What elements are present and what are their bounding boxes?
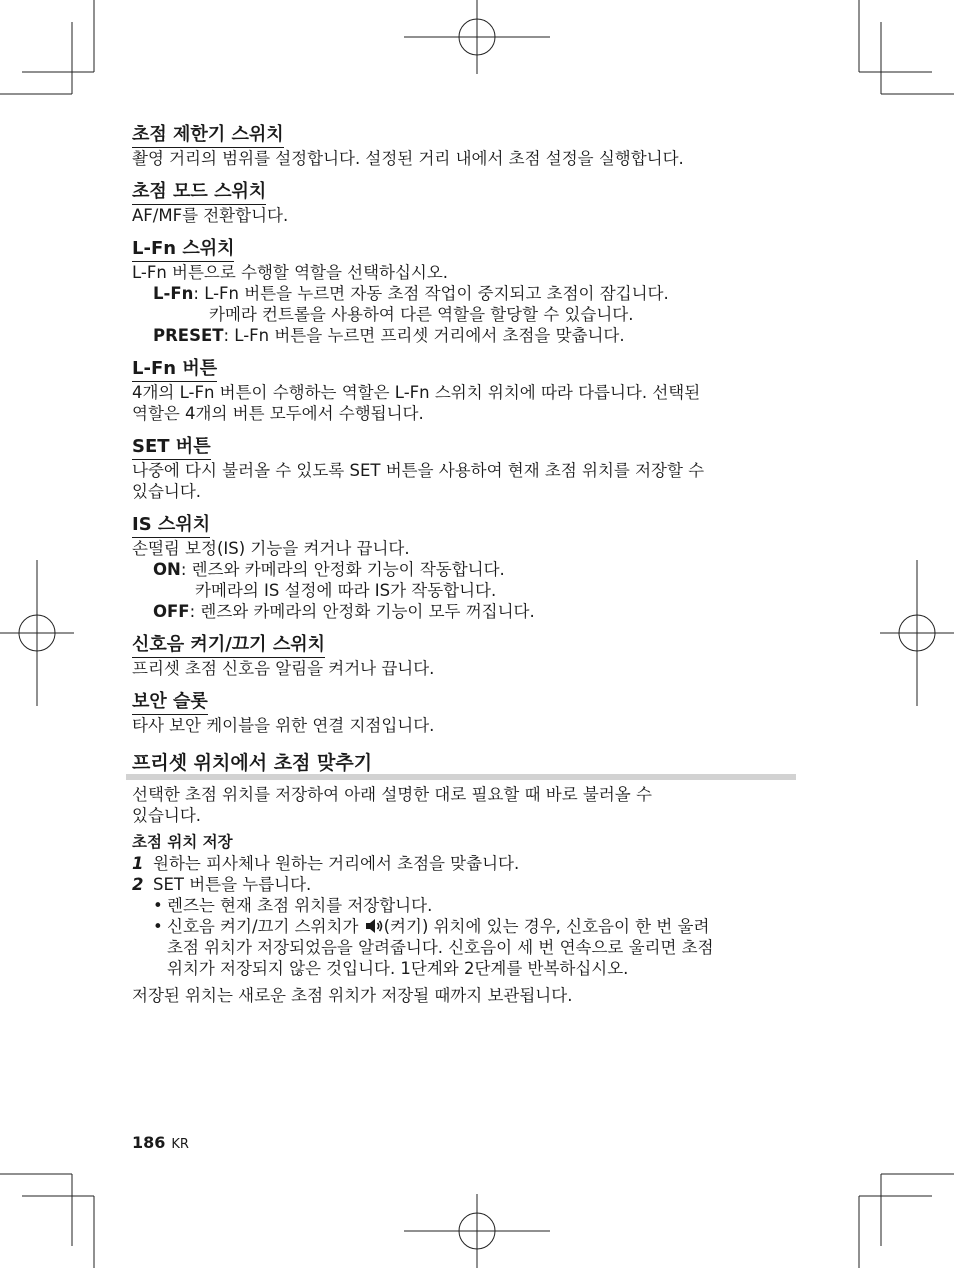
bullet-text-part: 위치가 저장되지 않은 것입니다. 1단계와 2단계를 반복하십시오.: [167, 959, 629, 978]
option-cont: 카메라 컨트롤을 사용하여 다른 역할을 할당할 수 있습니다.: [209, 305, 634, 324]
option-on: [132, 559, 792, 580]
option-term: L-Fn: [153, 284, 194, 303]
section-set-button: [132, 436, 792, 502]
section-focus-mode: [132, 181, 792, 226]
section-heading: 초점 모드 스위치: [132, 181, 266, 205]
section-text: 손떨림 보정(IS) 기능을 켜거나 끕니다.: [132, 539, 410, 558]
section-preset-focus: [132, 750, 792, 1006]
section-heading: 초점 제한기 스위치: [132, 124, 284, 148]
option-term: OFF: [153, 602, 190, 621]
speaker-icon: [364, 918, 384, 934]
step-item: [132, 853, 792, 874]
option-cont: 카메라의 IS 설정에 따라 IS가 작동합니다.: [195, 581, 497, 600]
bullet-text-part: 신호음 켜기/끄기 스위치가: [167, 917, 364, 936]
option-desc: : L-Fn 버튼을 누르면 자동 초점 작업이 중지되고 초점이 잠깁니다.: [193, 284, 669, 303]
bullet-text: 렌즈는 현재 초점 위치를 저장합니다.: [167, 896, 433, 915]
section-is-switch: [132, 514, 792, 622]
bullet-dot: •: [153, 917, 163, 936]
step-text: SET 버튼을 누릅니다.: [153, 875, 312, 894]
bullet-text: [167, 916, 714, 979]
step-number: 1: [132, 854, 144, 873]
bullet-text-part: (켜기) 위치에 있는 경우, 신호음이 한 번 울려: [383, 917, 710, 936]
option-desc: : 렌즈와 카메라의 안정화 기능이 모두 꺼집니다.: [189, 602, 535, 621]
bullet-dot: •: [153, 896, 163, 915]
step-number: 2: [132, 875, 144, 894]
section-lfn-button: [132, 358, 792, 424]
section-heading: L-Fn 스위치: [132, 238, 234, 262]
section-text: 나중에 다시 불러올 수 있도록 SET 버튼을 사용하여 현재 초점 위치를 저장할 수: [132, 461, 705, 480]
page-footer: [132, 1133, 189, 1152]
section-focus-limiter: [132, 124, 792, 169]
closing-text: 저장된 위치는 새로운 초점 위치가 저장될 때까지 보관됩니다.: [132, 986, 573, 1005]
section-text: 프리셋 초점 신호음 알림을 켜거나 끕니다.: [132, 659, 435, 678]
option-desc: : 렌즈와 카메라의 안정화 기능이 작동합니다.: [180, 560, 505, 579]
page-content: [132, 124, 792, 1006]
section-text: AF/MF를 전환합니다.: [132, 206, 289, 225]
option-off: [132, 601, 792, 622]
section-beep-switch: [132, 634, 792, 679]
language-code: KR: [171, 1137, 189, 1152]
section-text: 타사 보안 케이블을 위한 연결 지점입니다.: [132, 716, 435, 735]
option-term: ON: [153, 560, 181, 579]
option-term: PRESET: [153, 326, 224, 345]
option-preset: [132, 325, 792, 346]
major-heading: [126, 750, 796, 776]
bullet-item: [132, 895, 792, 916]
option-lfn: [132, 283, 792, 304]
section-heading: 보안 슬롯: [132, 691, 208, 715]
step-text: 원하는 피사체나 원하는 거리에서 초점을 맞춥니다.: [153, 854, 520, 873]
section-text: 선택한 초점 위치를 저장하여 아래 설명한 대로 필요할 때 바로 불러올 수: [132, 785, 652, 804]
bullet-text-part: 초점 위치가 저장되었음을 알려줍니다. 신호음이 세 번 연속으로 울리면 초점: [167, 938, 714, 957]
option-desc: : L-Fn 버튼을 누르면 프리셋 거리에서 초점을 맞춥니다.: [223, 326, 625, 345]
section-security-slot: [132, 691, 792, 736]
step-item: [132, 874, 792, 895]
section-lfn-switch: [132, 238, 792, 346]
heading-bar: [126, 774, 796, 780]
section-text: 있습니다.: [132, 806, 202, 825]
section-heading: 신호음 켜기/끄기 스위치: [132, 634, 325, 658]
section-text: 역할은 4개의 버튼 모두에서 수행됩니다.: [132, 404, 424, 423]
section-text: L-Fn 버튼으로 수행할 역할을 선택하십시오.: [132, 263, 449, 282]
section-text: 있습니다.: [132, 482, 202, 501]
bullet-item: [132, 916, 792, 979]
section-heading: SET 버튼: [132, 436, 211, 460]
section-text: 촬영 거리의 범위를 설정합니다. 설정된 거리 내에서 초점 설정을 실행합니다.: [132, 149, 684, 168]
section-heading: IS 스위치: [132, 514, 210, 538]
page-number: 186: [132, 1133, 166, 1152]
section-text: 4개의 L-Fn 버튼이 수행하는 역할은 L-Fn 스위치 위치에 따라 다릅니다. 선택된: [132, 383, 701, 402]
major-heading-text: 프리셋 위치에서 초점 맞추기: [132, 752, 373, 774]
sub-heading: 초점 위치 저장: [132, 833, 233, 851]
section-heading: L-Fn 버튼: [132, 358, 217, 382]
